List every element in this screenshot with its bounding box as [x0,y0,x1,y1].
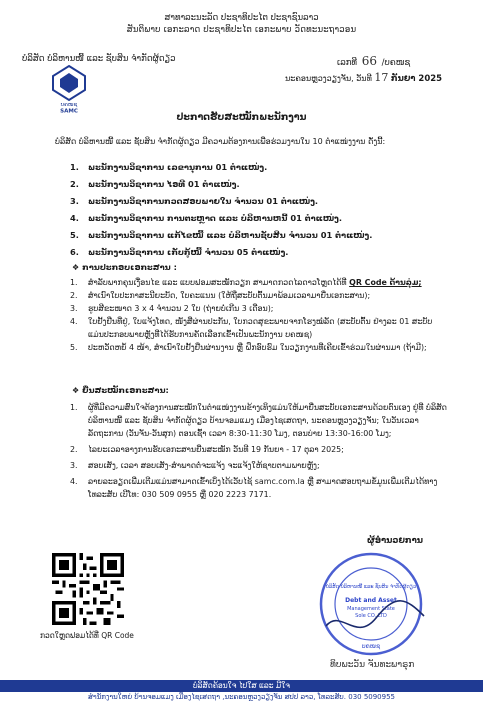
submission-item: 2. ໄລຍະເວລາອາງການຮັບເອກະສານຍື່ນສະໝັກ ວັນທີ 19 ກັນຍາ - 17 ຕຸລາ 2025; [70,445,344,454]
place-date-prefix: ນະຄອນຫຼວງວຽງຈັນ, ວັນທີ [285,74,372,83]
stamp-text-lao: ບໍລິສັດ ບໍລິຫານໜີ້ ແລະ ຊັບສິນ ຈຳກັດຜູ້ດຽວ [325,584,417,590]
stamp-text-en-2: Management State [347,606,395,612]
stamp-text-en-3: Sole CO.,LTD [355,613,387,619]
ref-number: 66 [361,54,377,68]
document-item: 3. ຮູບສີຂະໜາດ 3 x 4 ຈຳນວນ 2 ໃບ (ຖ່າຍບໍ່ເກີນ 3 ເດືອນ); [70,304,274,313]
documents-list [70,276,450,354]
diamond-bullet-icon: ❖ [72,263,80,272]
qr-code-link[interactable]: QR Code ດ້ານລຸ່ມ; [349,278,422,287]
signer-name: ທິບພະວັນ ຈັນທະພາຣຸກ [330,660,415,670]
submission-list [70,401,450,501]
company-name: ບໍລິສັດ ບໍລິຫານໜີ້ ແລະ ຊັບສິນ ຈຳກັດຜູ້ດຽວ [22,54,176,64]
document-item: 5. ປະຫວັດຫຍໍ້ 4 ໜ້າ, ສຳເນົາໃບຢັ້ງຢືນຜ່ານງານ ຫຼື ຝຶກອົບຮົມ ໃນວຽກງານທີ່ເຄີຍເຂົ້າຮ່ວມໃນຜ່ານມາ (ຖ້າມີ); [70,343,427,352]
position-item: 4. ພະນັກງານວິຊາການ ການຕະຫຼາດ ແລະ ບໍລິຫານຫນີ້ 01 ຕຳແໜ່ງ. [70,213,343,223]
position-item: 2. ພະນັກງານວິຊາການ ໄອທີ 01 ຕຳແໜ່ງ. [70,179,240,189]
submission-heading: ❖ ຍື່ນສະໝັກເອກະສານ: [72,385,169,395]
official-stamp [306,548,436,660]
national-motto: ສັນຕິພາບ ເອກະລາດ ປະຊາທິປະໄຕ ເອກະພາບ ວັດທະນະຖາວອນ [126,25,357,35]
ref-prefix: ເລກທີ [337,58,357,68]
reference-number [337,54,410,68]
place-date [285,71,442,84]
stamp-text-en-1: Debt and Asset [345,597,397,604]
footer-bar [0,680,483,692]
position-item: 1. ພະນັກງານວິຊາການ ເລຂານຸການ 01 ຕຳແໜ່ງ. [70,162,268,172]
logo-text-en: SAMC [60,108,78,114]
submission-item: 3. ສອບເສັງ, ເວລາ ສອບເສັງ-ສໍາພາດຕໍ່ຈະແຈ້ງ ຈະແຈ້ງໃຫ້ຊາບຕາມພາຍຫຼັງ; [70,461,320,470]
ref-suffix: /ບຄໜຊ [381,58,411,68]
document-item: 4. ໃບຢັ້ງຢືນທີ່ຢູ່, ໃບແຈ້ງໂທດ, ໜັງສືຜ່ານປະກັນ, ໃບກວດສຸຂະພາບຈາກໂຮງໝໍລັດ (ສະບັບຕົ້ນ ຢ່າງລະ 01 ສະບັບ ແມ່ນປະກອບພາຍຫຼັງທີ່ໄດ້ຮັບການຄັດເລືອກເຂົ້າເປັນພະນັກງານ ບຄໜຊ) [70,317,433,339]
submission-item: 1. ຜູ້ທີ່ມີຄວາມສົນໃຈຕ້ອງການສະໝັກໃນຕຳແໜ່ງງານຂ້າງເທິງແມ່ນໃຫ້ມາຍື່ນສະບັບເອກະສານດ້ວຍຕົນເອງ ຢູ່ທີ່ ບໍລິສັດ ບໍລິຫານໜີ້ ແລະ ຊັບສິນ ຈຳກັດຜູ້ດຽວ ບ້ານຈອມແມງ ເມືອງໄຊເສດຖາ, ນະຄອນຫຼວງວຽງຈັນ; ໃນວັນເວລາລັດຖະການ (ວັນຈັນ-ວັນສຸກ) ຕອນເຊົ້າ ເວລາ 8:30-11:30 ໂມງ, ຕອນບ່າຍ 13:30-16:00 ໂມງ; [70,403,447,438]
national-header [60,12,423,36]
position-item: 3. ພະນັກງານວິຊາການກວດສອບພາຍໃນ ຈຳນວນ 01 ຕຳແໜ່ງ. [70,196,319,206]
logo-text-lao: ບຄໜຊ [60,102,78,108]
document-item: 1. ສຳລັບພາກຄຸນເງື່ອນໄຂ ແລະ ແບບຟອມສະໝັກວຽກ ສາມາດກວດໄລດາວໂຫຼດໄດ້ທີ່ QR Code ດ້ານລຸ່ມ; [70,278,422,287]
positions-list [70,159,450,261]
qr-code-image[interactable] [52,553,124,625]
document-item: 2. ສຳເນົາໃບປະກາສະນີຍະບັດ, ໃບຄະແນນ (ໃຫ້ຖືສະບັບຕົ້ນມາພ້ອມເວລາມາຍື່ນເອກະສານ); [70,291,371,300]
position-item: 5. ພະນັກງານວິຊາການ ແກ້ໄຂໜີ້ ແລະ ບໍລິຫານຊັບສິນ ຈຳນວນ 01 ຕຳແໜ່ງ. [70,230,373,240]
footer-slogan: ບໍລິສັດຄ້ອນໃຈ ໄປໃສ ແລະ ມີໃຈ [192,681,291,690]
nation-name: ສາທາລະນະລັດ ປະຊາທິປະໄຕ ປະຊາຊົນລາວ [164,13,319,23]
announcement-title: ປະກາດຮັບສະໝັກພະນັກງານ [176,112,307,123]
date-day: 17 [374,71,389,84]
documents-heading: ❖ ການປະກອບເອກະສານ : [72,262,177,272]
submission-item: 4. ລາຍລະອຽດເພີ່ມເຕີມແມ່ນສາມາດເຂົ້າເບິ່ງໄດ້ເວັບໄຊ້ samc.com.la ຫຼື ສາມາດສອບຖາມຂໍ້ມູນເພີ່ມເຕີມໄດ້ທາງໂທລະສັບ ເບີໂທ: 030 509 0955 ຫຼື 020 2223 7171. [70,477,438,499]
signatory-title: ຜູ້ອຳນວຍການ [367,536,424,546]
stamp-text-bottom: ບຄໜຊ [361,643,381,650]
qr-caption: ກວດໃຫຼດຟອມໄດ້ທີ່ QR Code [40,631,134,640]
footer-address: ສຳນັກງານໃຫຍ່ ບ້ານຈອມແມງ ເມືອງໄຊເສດຖາ ,ນະຄອນຫຼວງວຽງຈັນ ສປປ ລາວ, ໂທລະສັບ. 030 5090955 [88,693,395,701]
position-item: 6. ພະນັກງານວິຊາການ ເກັບກູ້ໜີ້ ຈຳນວນ 05 ຕຳແໜ່ງ. [70,247,289,257]
date-month-year: ກັນຍາ 2025 [390,74,443,84]
company-logo [47,64,91,114]
diamond-bullet-icon: ❖ [72,386,80,395]
intro-paragraph: ບໍລິສັດ ບໍລິຫານໜີ້ ແລະ ຊັບສິນ ຈຳກັດຜູ້ດຽວ ມີຄວາມຕ້ອງການເພື່ອຮ່ວມງານໃນ 10 ຕຳແໜ່ງງານ ດັ່ງນີ້: [55,137,386,146]
